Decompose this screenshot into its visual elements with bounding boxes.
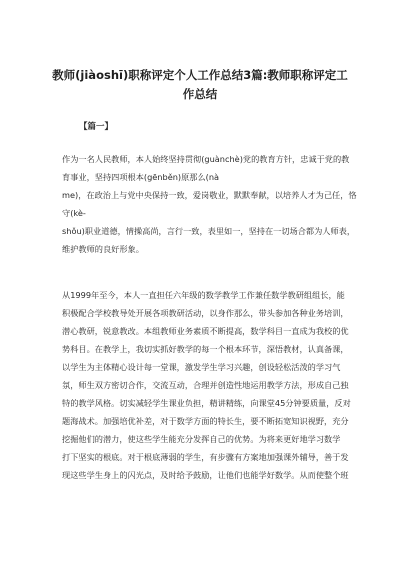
paragraph-1-line: 守(kè- <box>62 208 86 218</box>
paragraph-2-line: 特的教学风格。切实减轻学生课业负担，精讲精练，向课堂45分钟要质量，反对 <box>62 398 351 408</box>
paragraph-1-line: 作为一名人民教师，本人始终坚持贯彻(guànchè)党的教育方针，忠诚于党的教 <box>62 154 350 164</box>
paragraph-2-line: 势科目。在教学上，我切实抓好教学的每一个根本环节，深悟教材，认真备课， <box>62 344 349 354</box>
paragraph-2-line: 潜心教研，锐意教改。本组教师业务素质不断提高，数学科目一直成为我校的优 <box>62 326 349 336</box>
paragraph-1-line: me)，在政治上与党中央保持一致，爱岗敬业，默默奉献，以培养人才为己任，恪 <box>62 190 357 200</box>
paragraph-2-line: 挖掘他们的潜力，使这些学生能充分发挥自己的优势。为将来更好地学习数学 <box>62 434 341 444</box>
paragraph-1-line: 育事业，坚持四项根本(gēnběn)原那么(nà <box>62 172 220 182</box>
paragraph-2-line: 以学生为主体精心设计每一堂课，激发学生学习兴趣，创设轻松活泼的学习气 <box>62 362 341 372</box>
paragraph-2-line: 现这些学生身上的闪光点，及时给予鼓励，让他们也能学好数学。从而使整个班 <box>62 470 349 480</box>
title-line-1: 教师(jiàoshī)职称评定个人工作总结3篇:教师职称评定工 <box>52 68 348 82</box>
paragraph-1-line: shǒu)职业道德，情操高尚，言行一致，表里如一，坚持在一切场合都为人师表， <box>62 226 356 236</box>
paragraph-2-line: 积极配合学校教导处开展各项教研活动，以身作那么，带头参加各种业务培训， <box>62 308 349 318</box>
paragraph-1-line: 维护教师的良好形象。 <box>62 244 144 254</box>
paragraph-2-line: 从1999年至今，本人一直担任六年级的数学教学工作兼任数学教研组组长，能 <box>62 290 345 300</box>
document-title <box>50 66 350 104</box>
paragraph-2-line: 题海战术。加强培优补差，对于数学方面的特长生，要不断拓宽知识视野，充分 <box>62 416 349 426</box>
paragraph-2-line: 打下坚实的根底。对于根底薄弱的学生，有步骤有方案地加强课外辅导，善于发 <box>62 452 349 462</box>
paragraph-2-line: 氛，师生双方密切合作，交流互动，合理并创造性地运用教学方法，形成自己独 <box>62 380 349 390</box>
title-line-2: 作总结 <box>182 87 218 101</box>
section-label: 【篇一】 <box>79 122 114 132</box>
